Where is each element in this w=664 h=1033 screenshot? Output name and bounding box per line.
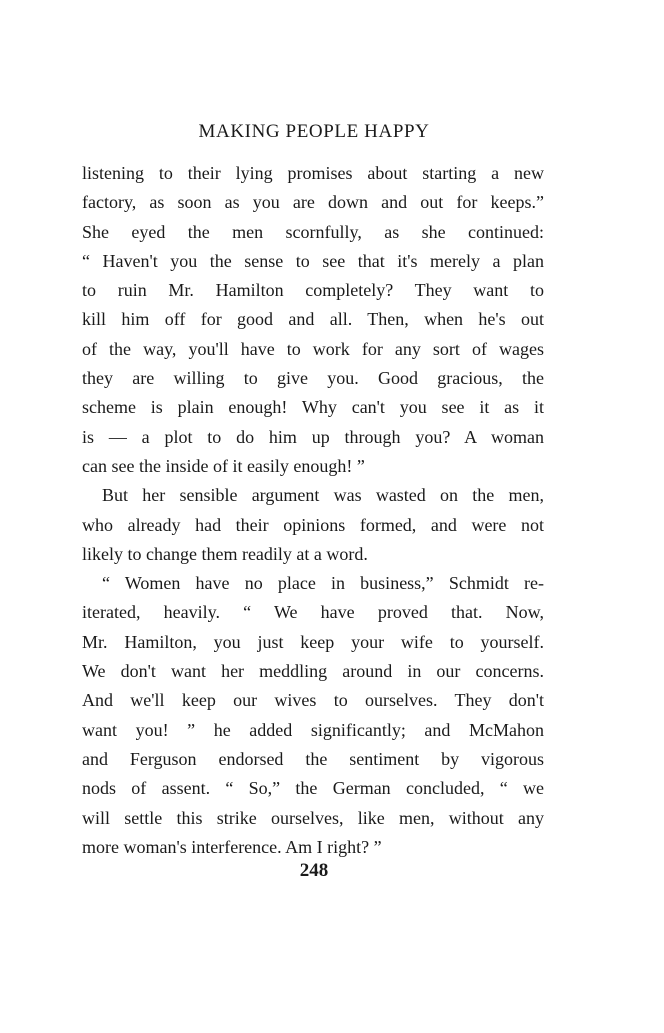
text-line: scheme is plain enough! Why can't you see it as it: [82, 397, 544, 418]
text-line: listening to their lying promises about starting a new: [82, 163, 544, 183]
text-line: can see the inside of it easily enough! ”: [82, 455, 365, 476]
text-line: likely to change them readily at a word.: [82, 543, 368, 564]
running-title: MAKING PEOPLE HAPPY: [198, 121, 430, 142]
text-line: of the way, you'll have to work for any sort of wages: [82, 338, 544, 359]
text-line: more woman's interference. Am I right? ”: [82, 836, 382, 857]
text-line: is — a plot to do him up through you? A woman: [82, 426, 544, 447]
text-line: factory, as soon as you are down and out for keeps.”: [82, 192, 544, 213]
text-line: Mr. Hamilton, you just keep your wife to yourself.: [82, 631, 544, 652]
text-line: will settle this strike ourselves, like men, without any: [82, 807, 544, 828]
text-line: want you! ” he added significantly; and McMahon: [82, 719, 544, 740]
text-line: But her sensible argument was wasted on the men,: [102, 485, 544, 506]
text-line: they are willing to give you. Good gracious, the: [82, 368, 544, 389]
text-line: iterated, heavily. “ We have proved that. Now,: [82, 602, 544, 623]
text-line: nods of assent. “ So,” the German concluded, “ we: [82, 778, 544, 799]
text-line: kill him off for good and all. Then, when he's out: [82, 309, 544, 330]
text-line: We don't want her meddling around in our concerns.: [82, 661, 544, 682]
text-line: “ Women have no place in business,” Schmidt re-: [102, 573, 544, 594]
body-text: [82, 159, 544, 862]
text-line: “ Haven't you the sense to see that it's merely a plan: [82, 250, 544, 271]
text-line: She eyed the men scornfully, as she continued:: [82, 221, 544, 242]
text-line: who already had their opinions formed, and were not: [82, 514, 544, 535]
text-line: to ruin Mr. Hamilton completely? They want to: [82, 280, 544, 301]
text-line: And we'll keep our wives to ourselves. They don't: [82, 690, 544, 711]
page-number: 248: [299, 860, 329, 881]
text-line: and Ferguson endorsed the sentiment by vigorous: [82, 748, 544, 769]
